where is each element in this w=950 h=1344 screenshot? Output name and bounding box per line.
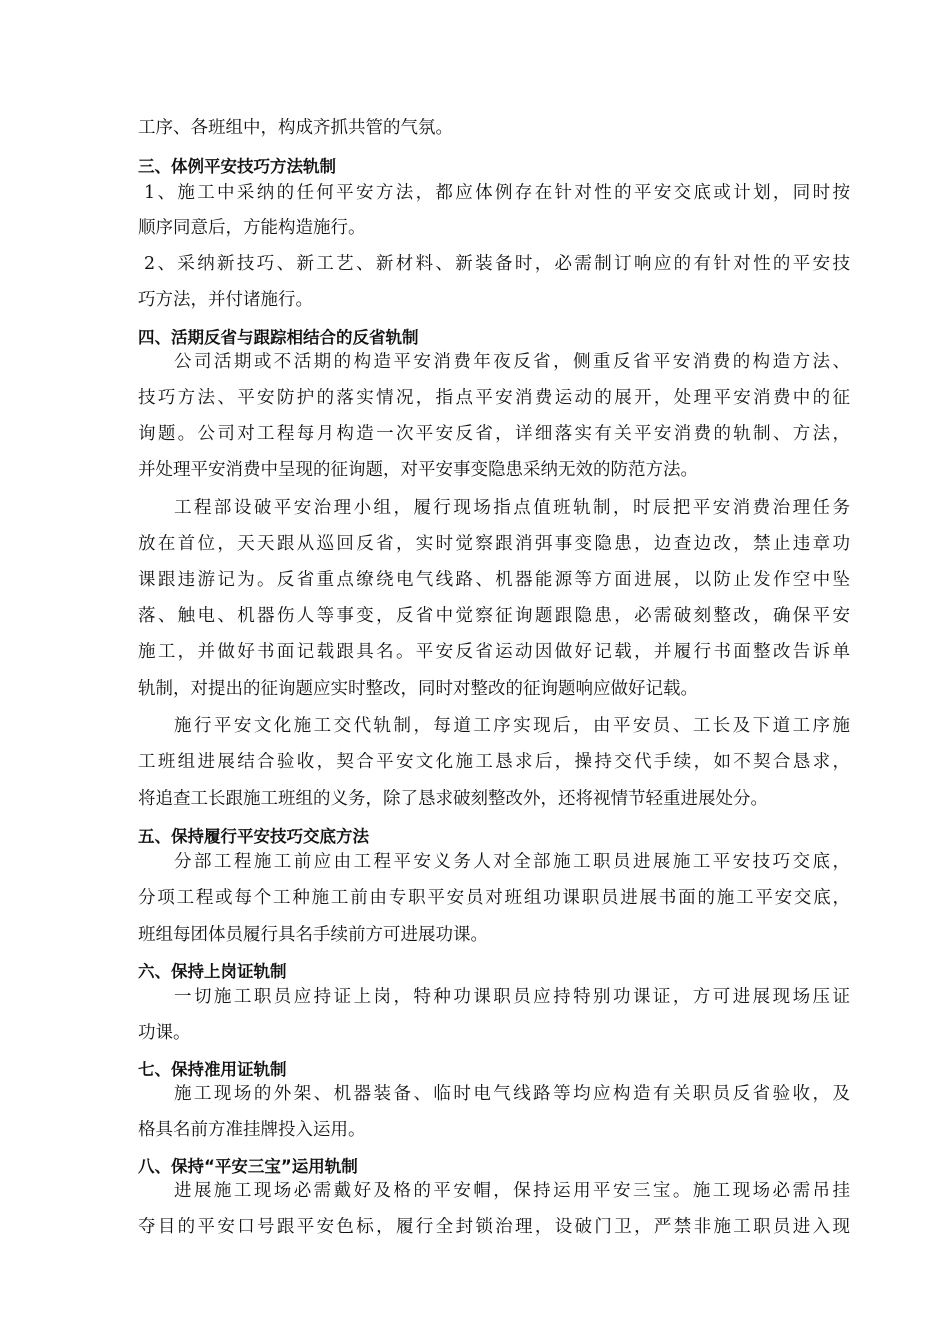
list-item: 2、采纳新技巧、新工艺、新材料、新装备时，必需制订响应的有针对性的平安技 — [144, 254, 850, 274]
text-line: 落、触电、机器伤人等事变，反省中觉察征询题跟隐患，必需破刻整改，确保平安 — [138, 606, 850, 626]
text-line: 课跟违游记为。反省重点缭绕电气线路、机器能源等方面进展，以防止发作空中坠 — [138, 570, 850, 590]
text-line: 工班组进展结合验收，契合平安文化施工恳求后，操持交代手续，如不契合恳求， — [138, 752, 850, 772]
paragraph-first-line: 分部工程施工前应由工程平安义务人对全部施工职员进展施工平安技巧交底， — [174, 852, 850, 872]
section-heading: 八、保持“平安三宝”运用轨制 — [138, 1157, 358, 1176]
text-line: 将追查工长跟施工班组的义务，除了恳求破刻整改外，还将视情节轻重进展处分。 — [138, 789, 768, 809]
paragraph-first-line: 进展施工现场必需戴好及格的平安帽，保持运用平安三宝。施工现场必需吊挂 — [174, 1181, 850, 1201]
text-line: 技巧方法、平安防护的落实情况，指点平安消费运动的展开，处理平安消费中的征 — [138, 388, 850, 408]
text-line: 放在首位，天天跟从巡回反省，实时觉察跟消弭事变隐患，边查边改，禁止违章功 — [138, 534, 850, 554]
text-line: 夺目的平安口号跟平安色标，履行全封锁治理，设破门卫，严禁非施工职员进入现 — [138, 1217, 850, 1237]
section-heading: 三、体例平安技巧方法轨制 — [138, 157, 336, 176]
paragraph-first-line: 一切施工职员应持证上岗，特种功课职员应持特别功课证，方可进展现场压证 — [174, 987, 850, 1007]
text-line: 询题。公司对工程每月构造一次平安反省，详细落实有关平安消费的轨制、方法， — [138, 424, 850, 444]
paragraph-first-line: 施行平安文化施工交代轨制，每道工序实现后，由平安员、工长及下道工序施 — [174, 716, 850, 736]
text-line: 并处理平安消费中呈现的征询题，对平安事变隐患采纳无效的防范方法。 — [138, 460, 698, 480]
text-line: 工序、各班组中，构成齐抓共管的气氛。 — [138, 118, 453, 138]
paragraph-first-line: 公司活期或不活期的构造平安消费年夜反省，侧重反省平安消费的构造方法、 — [174, 352, 850, 372]
text-line: 分项工程或每个工种施工前由专职平安员对班组功课职员进展书面的施工平安交底， — [138, 888, 850, 908]
text-line: 轨制，对提出的征询题应实时整改，同时对整改的征询题响应做好记载。 — [138, 679, 698, 699]
text-line: 顺序同意后，方能构造施行。 — [138, 218, 366, 238]
section-heading: 六、保持上岗证轨制 — [138, 962, 287, 981]
paragraph-first-line: 工程部设破平安治理小组，履行现场指点值班轨制，时辰把平安消费治理任务 — [174, 498, 850, 518]
text-line: 格具名前方准挂牌投入运用。 — [138, 1120, 366, 1140]
section-heading: 七、保持准用证轨制 — [138, 1060, 287, 1079]
paragraph-first-line: 施工现场的外架、机器装备、临时电气线路等均应构造有关职员反省验收，及 — [174, 1084, 850, 1104]
text-line: 施工，并做好书面记载跟具名。平安反省运动因做好记载，并履行书面整改告诉单 — [138, 642, 850, 662]
section-heading: 四、活期反省与跟踪相结合的反省轨制 — [138, 328, 419, 347]
section-heading: 五、保持履行平安技巧交底方法 — [138, 827, 369, 846]
text-line: 巧方法，并付诸施行。 — [138, 290, 313, 310]
text-line: 班组每团体员履行具名手续前方可进展功课。 — [138, 925, 488, 945]
list-item: 1、施工中采纳的任何平安方法，都应体例存在针对性的平安交底或计划，同时按 — [144, 183, 850, 203]
text-line: 功课。 — [138, 1023, 191, 1043]
